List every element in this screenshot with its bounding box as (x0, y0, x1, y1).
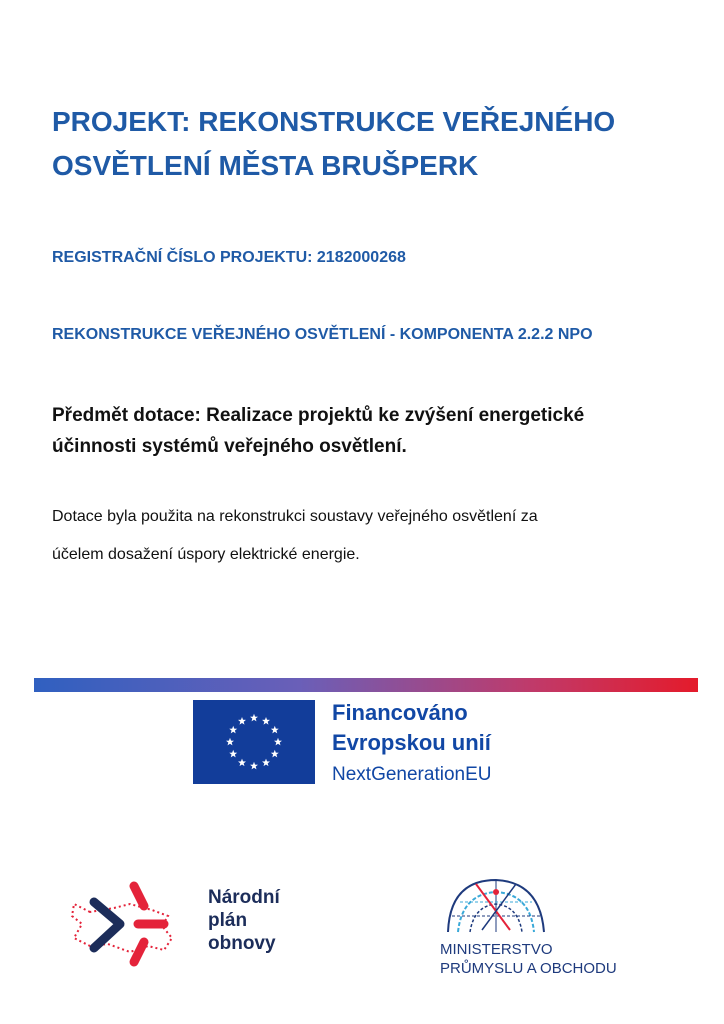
mpo-label (440, 940, 617, 978)
gradient-divider (34, 678, 698, 692)
eu-star-icon (250, 714, 258, 722)
eu-line-2: Evropskou unií (332, 730, 491, 755)
eu-flag-logo (193, 700, 315, 784)
component-heading: REKONSTRUKCE VEŘEJNÉHO OSVĚTLENÍ - KOMPONENTA 2.2.2 NPO (52, 326, 593, 343)
npo-line-3: obnovy (208, 933, 276, 954)
subsidy-description-line-1: Dotace byla použita na rekonstrukci soustavy veřejného osvětlení za (52, 508, 538, 525)
npo-logo (68, 872, 188, 972)
eu-funding-label (332, 698, 491, 790)
eu-star-icon (229, 726, 237, 734)
npo-line-1: Národní (208, 887, 280, 908)
npo-line-2: plán (208, 910, 248, 931)
eu-star-icon (262, 759, 270, 767)
mpo-line-2: PRŮMYSLU A OBCHODU (440, 960, 617, 977)
npo-emblem-icon (68, 872, 188, 972)
eu-star-icon (226, 738, 234, 746)
eu-line-3: NextGenerationEU (332, 764, 492, 785)
eu-stars-icon (193, 700, 315, 784)
eu-star-icon (238, 717, 246, 725)
title-line-2: OSVĚTLENÍ MĚSTA BRUŠPERK (52, 150, 479, 181)
subsidy-subject-line-1: Předmět dotace: Realizace projektů ke zvýšení energetické (52, 405, 585, 426)
subsidy-description (52, 498, 692, 574)
npo-label (208, 886, 280, 955)
subsidy-description-line-2: účelem dosažení úspory elektrické energie. (52, 546, 360, 563)
eu-star-icon (262, 717, 270, 725)
eu-star-icon (271, 726, 279, 734)
eu-star-icon (238, 759, 246, 767)
eu-line-1: Financováno (332, 700, 468, 725)
registration-number: REGISTRAČNÍ ČÍSLO PROJEKTU: 2182000268 (52, 249, 406, 266)
subsidy-subject-line-2: účinnosti systémů veřejného osvětlení. (52, 436, 407, 457)
eu-star-icon (250, 762, 258, 770)
mpo-line-1: MINISTERSTVO (440, 941, 553, 958)
title-line-1: PROJEKT: REKONSTRUKCE VEŘEJNÉHO (52, 106, 616, 137)
eu-star-icon (274, 738, 282, 746)
eu-star-icon (229, 750, 237, 758)
eu-star-icon (271, 750, 279, 758)
mpo-logo (440, 872, 550, 936)
mpo-dome-icon (440, 872, 550, 936)
subsidy-subject (52, 400, 692, 462)
page-title (52, 100, 672, 188)
